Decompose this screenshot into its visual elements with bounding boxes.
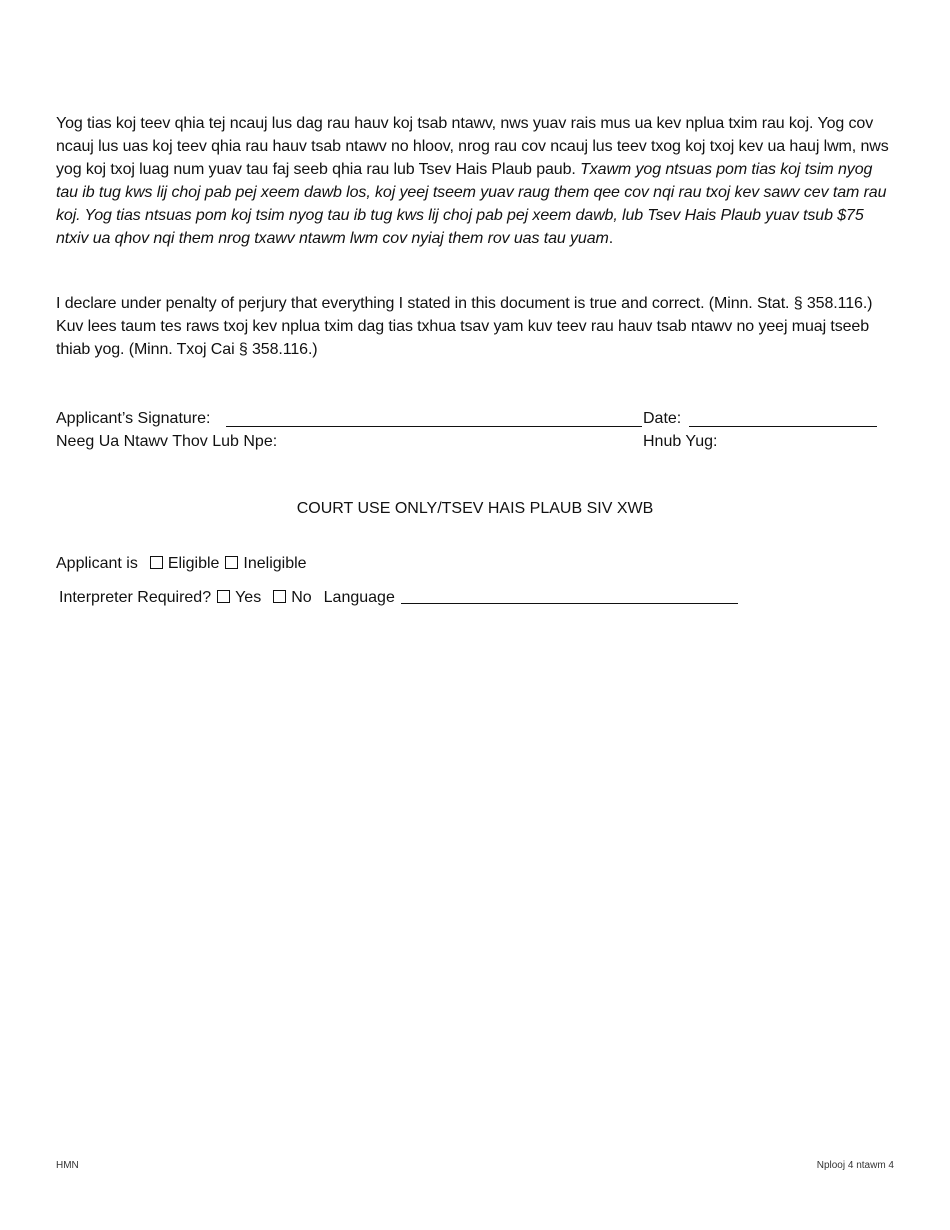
declaration-english: I declare under penalty of perjury that everything I stated in this document is true and correct. (Minn. Stat. § 358.116.) [56,295,873,312]
yes-label: Yes [235,589,262,606]
date-field[interactable] [689,426,877,427]
signature-label: Applicant’s Signature: [56,410,211,427]
yes-checkbox[interactable] [217,590,230,603]
no-label: No [291,589,312,606]
interpreter-row [59,586,738,609]
signature-field[interactable] [226,426,642,427]
declaration-hmong: Kuv lees taum tes raws txoj kev nplua txim dag tias txhua tsav yam kuv teev rau hauv tsab ntawv no yeej muaj tseeb thiab yog. (Minn. Txoj Cai § 358.116.) [56,318,870,358]
footer-page-number: Nplooj 4 ntawm 4 [816,1160,894,1171]
warning-end: . [608,230,614,247]
warning-text: Yog tias koj teev qhia tej ncauj lus dag rau hauv koj tsab ntawv, nws yuav rais mus ua kev nplua txim rau koj. Yog cov ncauj lus uas koj teev qhia rau hauv tsab ntawv no hloov, nrog rau cov ncauj lus teev txog koj txoj kev ua hauj lwm, nws yog koj txoj luag num yuav tau faj seeb qhia rau lub Tsev Hais Plaub paub. [56,115,889,178]
court-use-heading: COURT USE ONLY/TSEV HAIS PLAUB SIV XWB [296,500,654,517]
ineligible-checkbox[interactable] [225,556,238,569]
warning-italic-text: Txawm yog ntsuas pom tias koj tsim nyog tau ib tug kws lij choj pab pej xeem dawb los, koj yeej tseem yuav raug them qee cov nqi rau txoj kev sawv cev tam rau koj. Yog tias ntsuas pom koj tsim nyog tau ib tug kws lij choj pab pej xeem dawb, lub Tsev Hais Plaub yuav tsub $75 ntxiv ua qhov nqi them nrog txawv ntawm lwm cov nyiaj them rov uas tau yuam [56,161,887,247]
language-field[interactable] [401,603,738,604]
signature-label-hmong: Neeg Ua Ntawv Thov Lub Npe: [56,433,278,450]
eligible-checkbox[interactable] [150,556,163,569]
signature-row-hmong [56,430,896,453]
perjury-warning-paragraph [56,112,896,250]
date-label-hmong: Hnub Yug: [643,433,718,450]
ineligible-label: Ineligible [243,555,307,572]
no-checkbox[interactable] [273,590,286,603]
eligibility-row [56,552,307,575]
interpreter-label: Interpreter Required? [59,589,212,606]
footer-language-code: HMN [56,1160,79,1171]
signature-row [56,407,896,430]
language-label: Language [323,589,395,606]
date-label: Date: [643,410,682,427]
applicant-is-label: Applicant is [56,555,138,572]
eligible-label: Eligible [167,555,220,572]
declaration-paragraph [56,292,896,361]
